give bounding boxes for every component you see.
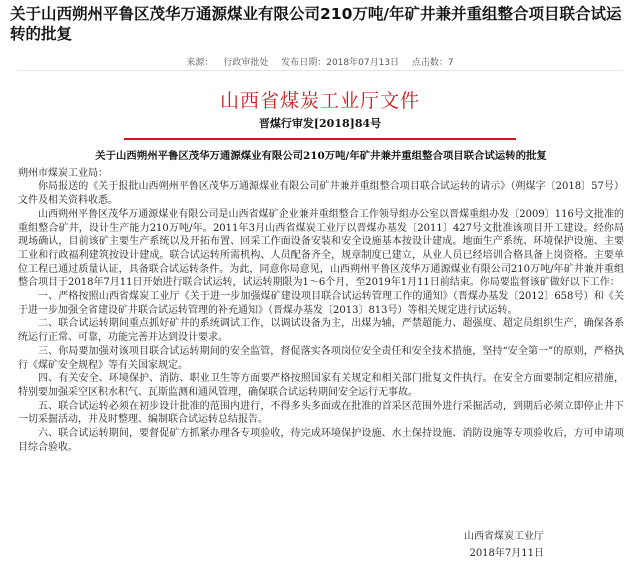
meta-source: 来源： [186,58,214,68]
article-meta [0,55,640,68]
meta-publish-time: 发布日期：2018年07月13日 [281,58,400,68]
page-headline: 关于山西朔州平鲁区茂华万通源煤业有限公司210万吨/年矿井兼并重组整合项目联合试运转的批复 [10,5,622,43]
paragraph: 你局报送的《关于报批山西朔州平鲁区茂华万通源煤业有限公司矿井兼并重组整合项目联合试运转的请示》（朔煤字〔2018〕57号）文件及相关资料收悉。 [18,181,624,207]
paragraph: 一、严格按照山西省煤炭工业厅《关于进一步加强煤矿建设项目联合试运转管理工作的通知》（晋煤办基发〔2012〕658号）和《关于进一步加强全省建设矿井联合试运转管理的补充通知》（晋煤办基发〔2013〕813号）等相关规定进行试运转。 [18,291,624,316]
signature-org: 山西省煤炭工业厅 [464,531,544,542]
document-title: 关于山西朔州平鲁区茂华万通源煤业有限公司210万吨/年矿井兼并重组整合项目联合试运转的批复 [95,150,547,162]
paragraph: 四、有关安全、环境保护、消防、职业卫生等方面要严格按照国家有关规定和相关部门批复文件执行。在安全方面要制定相应措施，特别要加强采空区积水积气、瓦斯监测和通风管理，确保联合试运转期间安全运行无事故。 [18,373,624,398]
signature-block [404,528,544,562]
document-issuer: 山西省煤炭工业厅文件 [219,90,420,112]
paragraph: 山西朔州平鲁区茂华万通源煤业有限公司是山西省煤矿企业兼并重组整合工作领导组办公室以晋煤重组办发〔2009〕116号文批准的重组整合矿井，设计生产能力210万吨/年。2011年3月山西省煤炭工业厅以晋煤办基发〔2011〕427号文批准该项目开工建设。经你局现场确认，目前该矿主要生产系统以及开拓布置、回采工作面设备安装和安全设施基本按设计建成。地面生产系统、环境保护设施、主要工业和行政福利建筑按设计建成。联合试运转所需机构、人员配备齐全，规章制度已建立，从业人员已经培训合格具备上岗资格。主要单位工程已通过质量认证，具备联合试运转条件。为此，同意你局意见，山西朔州平鲁区茂华万通源煤业有限公司210万吨/年矿井兼并重组整合项目于2018年7月11日开始进行联合试运转，试运转期限为1～6个月，至2019年1月11日前结束。你局要监督该矿做好以下工作： [18,208,624,289]
red-divider [124,138,516,140]
document-number: 晋煤行审发[2018]84号 [258,117,382,130]
signature-date: 2018年7月11日 [469,548,544,559]
document-body [18,150,624,454]
paragraph: 三、你局要加强对该项目联合试运转期间的安全监管，督促落实各项岗位安全责任和安全技术措施，坚持“安全第一”的原则，严格执行《煤矿安全规程》等有关国家规定。 [18,345,624,371]
paragraph: 六、联合试运转期间，要督促矿方抓紧办理各专项验收，待完成环境保护设施、水土保持设施、消防设施等专项验收后，方可申请项目综合验收。 [18,428,624,453]
salutation: 朔州市煤炭工业局： [18,167,108,179]
meta-division[interactable]: 行政审批处 [223,58,269,68]
paragraph: 二、联合试运转期间重点抓好矿井的系统调试工作，以调试设备为主，出煤为辅，严禁超能力、超强度、超定员组织生产，确保各系统运行正常、可靠，功能完善并达到设计要求。 [18,318,624,344]
paragraph: 五、联合试运转必须在初步设计批准的范围内进行，不得多头多面或在批准的首采区范围外进行采掘活动，到期后必须立即停止井下一切采掘活动，并及时整理、编制联合试运转总结报告。 [18,400,624,426]
meta-hits: 点击数：7 [411,58,454,68]
header-divider [18,70,622,71]
